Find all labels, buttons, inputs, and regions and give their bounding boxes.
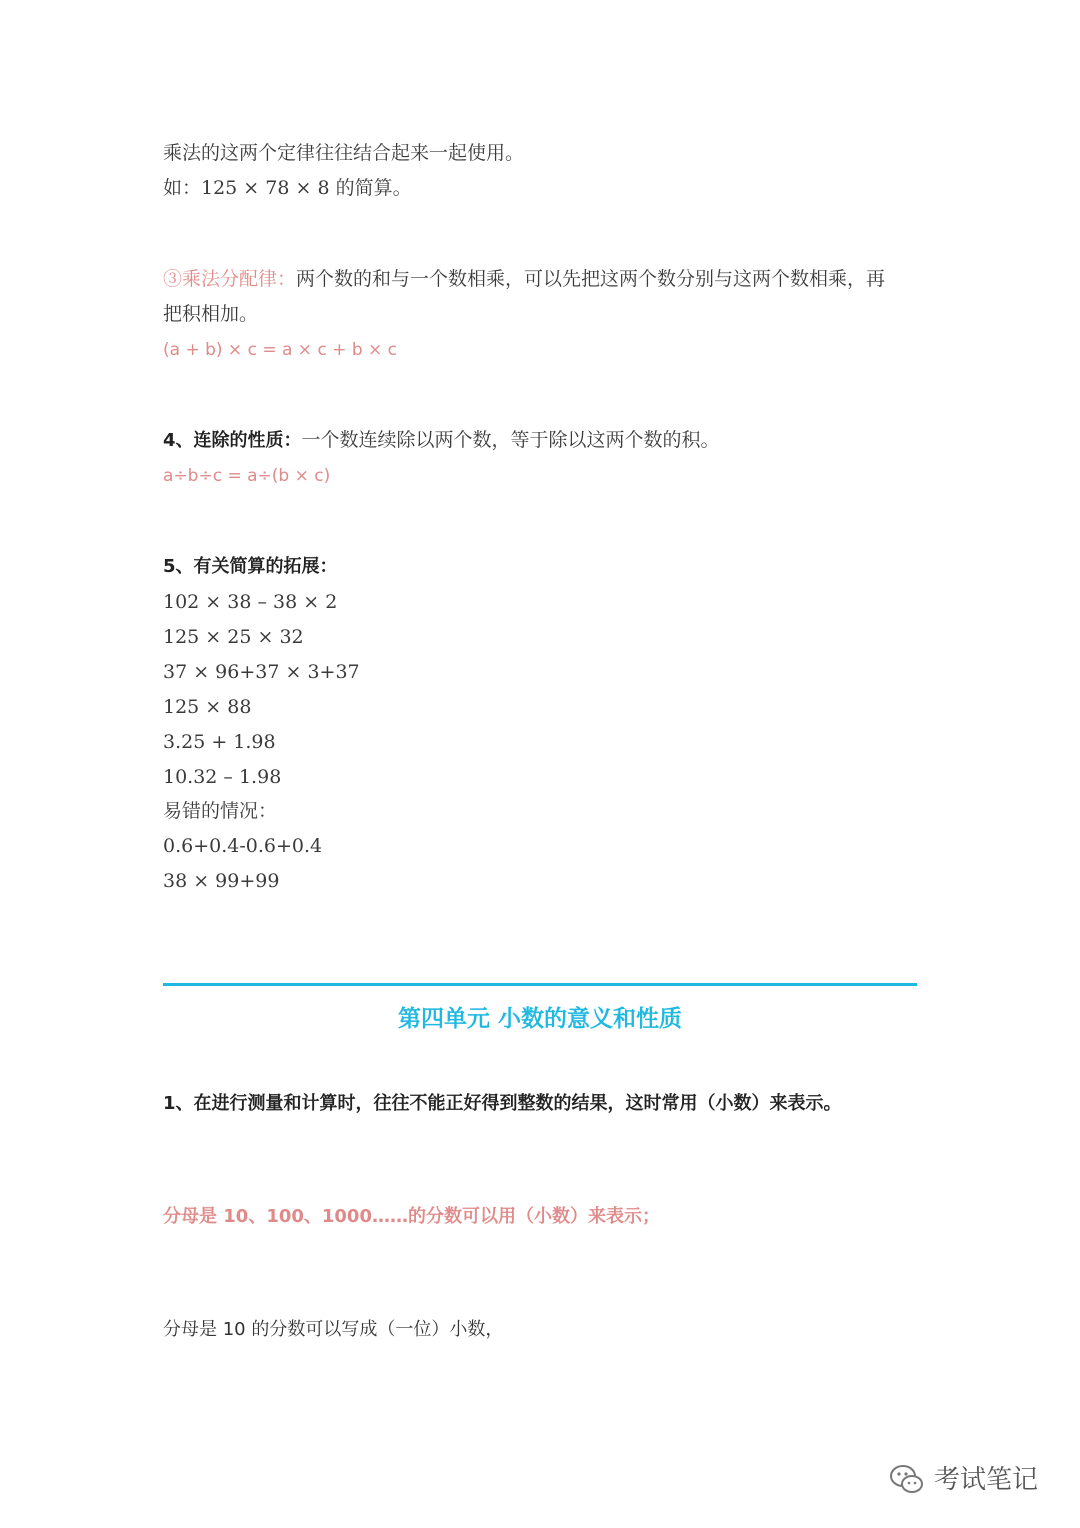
text-line: 把积相加。 bbox=[163, 303, 259, 325]
exercise-line: 3.25 + 1.98 bbox=[163, 731, 276, 753]
paragraph: 1、在进行测量和计算时，往往不能正好得到整数的结果，这时常用（小数）来表示。 bbox=[163, 1093, 842, 1114]
watermark bbox=[888, 1460, 1038, 1500]
distributive-law-label: ③乘法分配律： bbox=[163, 268, 297, 290]
text-line: 乘法的这两个定律往往结合起来一起使用。 bbox=[163, 142, 525, 164]
division-property-line bbox=[163, 427, 720, 454]
error-prone-heading: 易错的情况： bbox=[163, 800, 278, 822]
distributive-law-line bbox=[163, 266, 885, 292]
paragraph: 分母是 10 的分数可以写成（一位）小数， bbox=[163, 1319, 504, 1340]
division-property-text: 一个数连续除以两个数，等于除以这两个数的积。 bbox=[301, 429, 720, 451]
exercise-line: 125 × 88 bbox=[163, 696, 252, 718]
division-property-label: 4、连除的性质： bbox=[163, 430, 302, 451]
exercise-line: 125 × 25 × 32 bbox=[163, 626, 304, 648]
text-line: 如：125 × 78 × 8 的简算。 bbox=[163, 177, 412, 199]
formula-distributive: (a + b) × c = a × c + b × c bbox=[163, 340, 398, 360]
wechat-icon bbox=[888, 1461, 926, 1499]
exercise-line: 38 × 99+99 bbox=[163, 870, 280, 892]
section-divider bbox=[163, 983, 917, 986]
exercise-line: 102 × 38 – 38 × 2 bbox=[163, 591, 338, 613]
exercise-line: 37 × 96+37 × 3+37 bbox=[163, 661, 360, 683]
distributive-law-text: 两个数的和与一个数相乘，可以先把这两个数分别与这两个数相乘，再 bbox=[296, 268, 886, 290]
watermark-text: 考试笔记 bbox=[934, 1465, 1039, 1495]
unit-title: 第四单元 小数的意义和性质 bbox=[397, 1006, 682, 1032]
highlight-paragraph: 分母是 10、100、1000……的分数可以用（小数）来表示； bbox=[163, 1206, 660, 1227]
exercise-line: 10.32 – 1.98 bbox=[163, 766, 282, 788]
exercise-line: 0.6+0.4-0.6+0.4 bbox=[163, 835, 323, 857]
section-heading: 5、有关简算的拓展： bbox=[163, 556, 338, 577]
formula-division: a÷b÷c = a÷(b × c) bbox=[163, 466, 331, 486]
